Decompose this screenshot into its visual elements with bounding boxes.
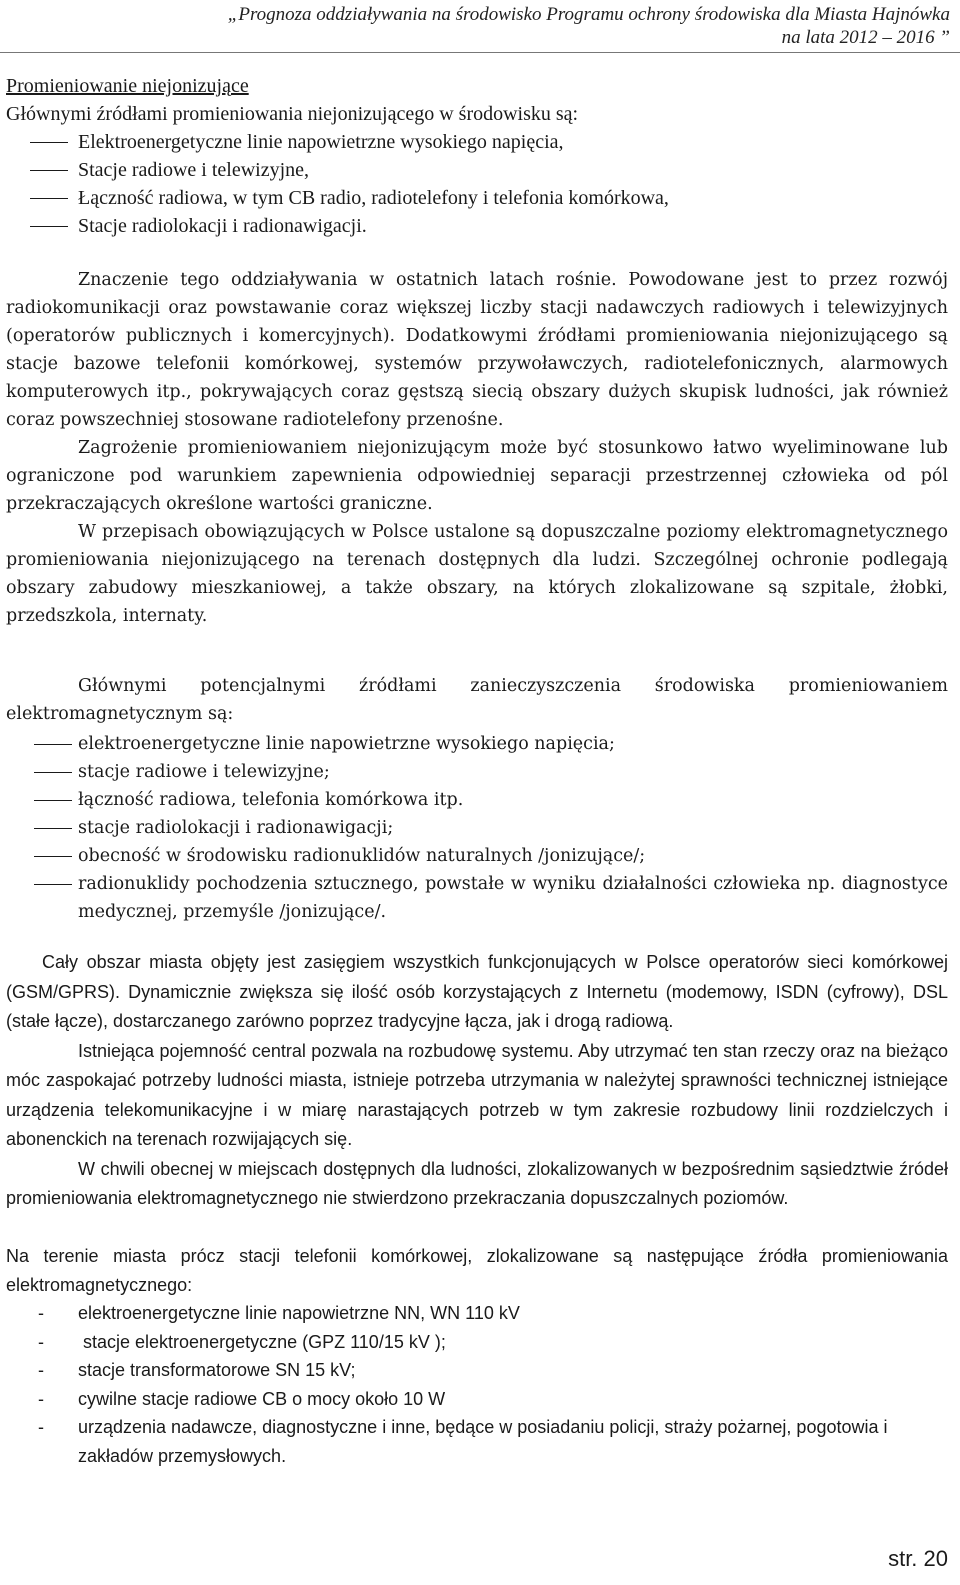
paragraph: Zagrożenie promieniowaniem niejonizującym może być stosunkowo łatwo wyeliminowane lub ograniczone pod warunkiem zapewnienia odpowiedniej separacji przestrzennej człowieka od pól przekraczających określone wartości graniczne. bbox=[6, 438, 948, 514]
list-item: - stacje elektroenergetyczne (GPZ 110/15 kV ); bbox=[6, 1328, 948, 1357]
section-non-ionizing-radiation bbox=[6, 72, 950, 240]
list-item: stacje radiowe i telewizyjne; bbox=[6, 758, 948, 786]
dash-bullet bbox=[30, 142, 68, 143]
list-item: - cywilne stacje radiowe CB o mocy około 10 W bbox=[6, 1385, 948, 1414]
paragraph: Istniejąca pojemność central pozwala na rozbudowę systemu. Aby utrzymać ten stan rzeczy oraz na bieżąco móc zaspokajać potrzeby ludności miasta, istnieje potrzeba utrzymania w należytej sprawności technicznej istniejące urządzenia telekomunikacyjne i w miarę narastających potrzeb w tym zakresie rozbudowy linii rozdzielczych i abonenckich na terenach rozwijających się. bbox=[6, 1040, 948, 1149]
dash-bullet bbox=[34, 856, 72, 857]
dash-bullet bbox=[34, 744, 72, 745]
section-title: Promieniowanie niejonizujące bbox=[6, 75, 249, 97]
dash-bullet bbox=[34, 800, 72, 801]
section-intro: Na terenie miasta prócz stacji telefonii komórkowej, zlokalizowane są następujące źródła promieniowania elektromagnetycznego: bbox=[6, 1246, 948, 1295]
section-intro: Głównymi potencjalnymi źródłami zanieczyszczenia środowiska promieniowaniem elektromagnetycznym są: bbox=[6, 676, 948, 724]
dash-bullet bbox=[34, 772, 72, 773]
section-em-sources bbox=[6, 672, 948, 926]
list-item: Łączność radiowa, w tym CB radio, radiotelefony i telefonia komórkowa, bbox=[6, 184, 950, 212]
header-title: „Prognoza oddziaływania na środowisko Programu ochrony środowiska dla Miasta Hajnówka bbox=[227, 4, 950, 25]
list-item: obecność w środowisku radionuklidów naturalnych /jonizujące/; bbox=[6, 842, 948, 870]
paragraph: Znaczenie tego oddziaływania w ostatnich latach rośnie. Powodowane jest to przez rozwój radiokomunikacji oraz powstawanie coraz większej liczby stacji nadawczych radiowych i telewizyjnych (operatorów publicznych i komercyjnych). Dodatkowymi źródłami promieniowania niejonizującego są stacje bazowe telefonii komórkowej, systemów przywoławczych, radiotelefonicznych, alarmowych komputerowych itp., pokrywających coraz gęstszą siecią obszary dużych skupisk ludności, jak również coraz powszechniej stosowane radiotelefony przenośne. bbox=[6, 270, 948, 430]
list-item: - urządzenia nadawcze, diagnostyczne i inne, będące w posiadaniu policji, straży pożarnej, pogotowia i zakładów przemysłowych. bbox=[6, 1413, 948, 1470]
paragraph: W chwili obecnej w miejscach dostępnych dla ludności, zlokalizowanych w bezpośrednim sąsiedztwie źródeł promieniowania elektromagnetycznego nie stwierdzono przekraczania dopuszczalnych poziomów. bbox=[6, 1158, 948, 1208]
header-divider bbox=[0, 52, 960, 53]
list-item: - stacje transformatorowe SN 15 kV; bbox=[6, 1356, 948, 1385]
dash-bullet bbox=[30, 226, 68, 227]
dash-bullet bbox=[34, 828, 72, 829]
list-item: radionuklidy pochodzenia sztucznego, powstałe w wyniku działalności człowieka np. diagnostyce medycznej, przemyśle /jonizujące/. bbox=[6, 870, 948, 926]
list-item: Stacje radiowe i telewizyjne, bbox=[6, 156, 950, 184]
hyphen-bullet: - bbox=[38, 1303, 44, 1323]
header-subtitle: na lata 2012 – 2016 ” bbox=[781, 27, 950, 48]
section-local-sources bbox=[6, 1242, 948, 1470]
dash-bullet bbox=[30, 198, 68, 199]
list-item: łączność radiowa, telefonia komórkowa itp. bbox=[6, 786, 948, 814]
hyphen-bullet: - bbox=[38, 1388, 44, 1409]
section-telecom bbox=[6, 948, 948, 1214]
list-item: Elektroenergetyczne linie napowietrzne wysokiego napięcia, bbox=[6, 128, 950, 156]
section-1-paragraphs bbox=[6, 266, 948, 630]
list-item: elektroenergetyczne linie napowietrzne wysokiego napięcia; bbox=[6, 730, 948, 758]
paragraph: Cały obszar miasta objęty jest zasięgiem wszystkich funkcjonujących w Polsce operatorów sieci komórkowej (GSM/GPRS). Dynamicznie zwiększa się ilość osób korzystających z Internetu (modemowy, ISDN (cyfrowy), DSL (stałe łącze), dostarczanego zarówno poprzez tradycyjne łącza, jak i drogą radiową. bbox=[6, 952, 948, 1031]
section-intro: Głównymi źródłami promieniowania niejonizującego w środowisku są: bbox=[6, 103, 579, 125]
hyphen-bullet: - bbox=[38, 1331, 44, 1352]
list-item: - elektroenergetyczne linie napowietrzne NN, WN 110 kV bbox=[6, 1299, 948, 1328]
dash-bullet bbox=[34, 884, 72, 885]
page-header bbox=[0, 0, 960, 56]
hyphen-bullet: - bbox=[38, 1417, 44, 1437]
page-number: str. 20 bbox=[888, 1546, 948, 1571]
list-item: Stacje radiolokacji i radionawigacji. bbox=[6, 212, 950, 240]
hyphen-bullet: - bbox=[38, 1360, 44, 1380]
paragraph: W przepisach obowiązujących w Polsce ustalone są dopuszczalne poziomy elektromagnetycznego promieniowania niejonizującego na terenach dostępnych dla ludzi. Szczególnej ochronie podlegają obszary zabudowy mieszkaniowej, a także obszary, na których zlokalizowane są szpitale, żłobki, przedszkola, internaty. bbox=[6, 522, 948, 626]
dash-bullet bbox=[30, 170, 68, 171]
list-item: stacje radiolokacji i radionawigacji; bbox=[6, 814, 948, 842]
